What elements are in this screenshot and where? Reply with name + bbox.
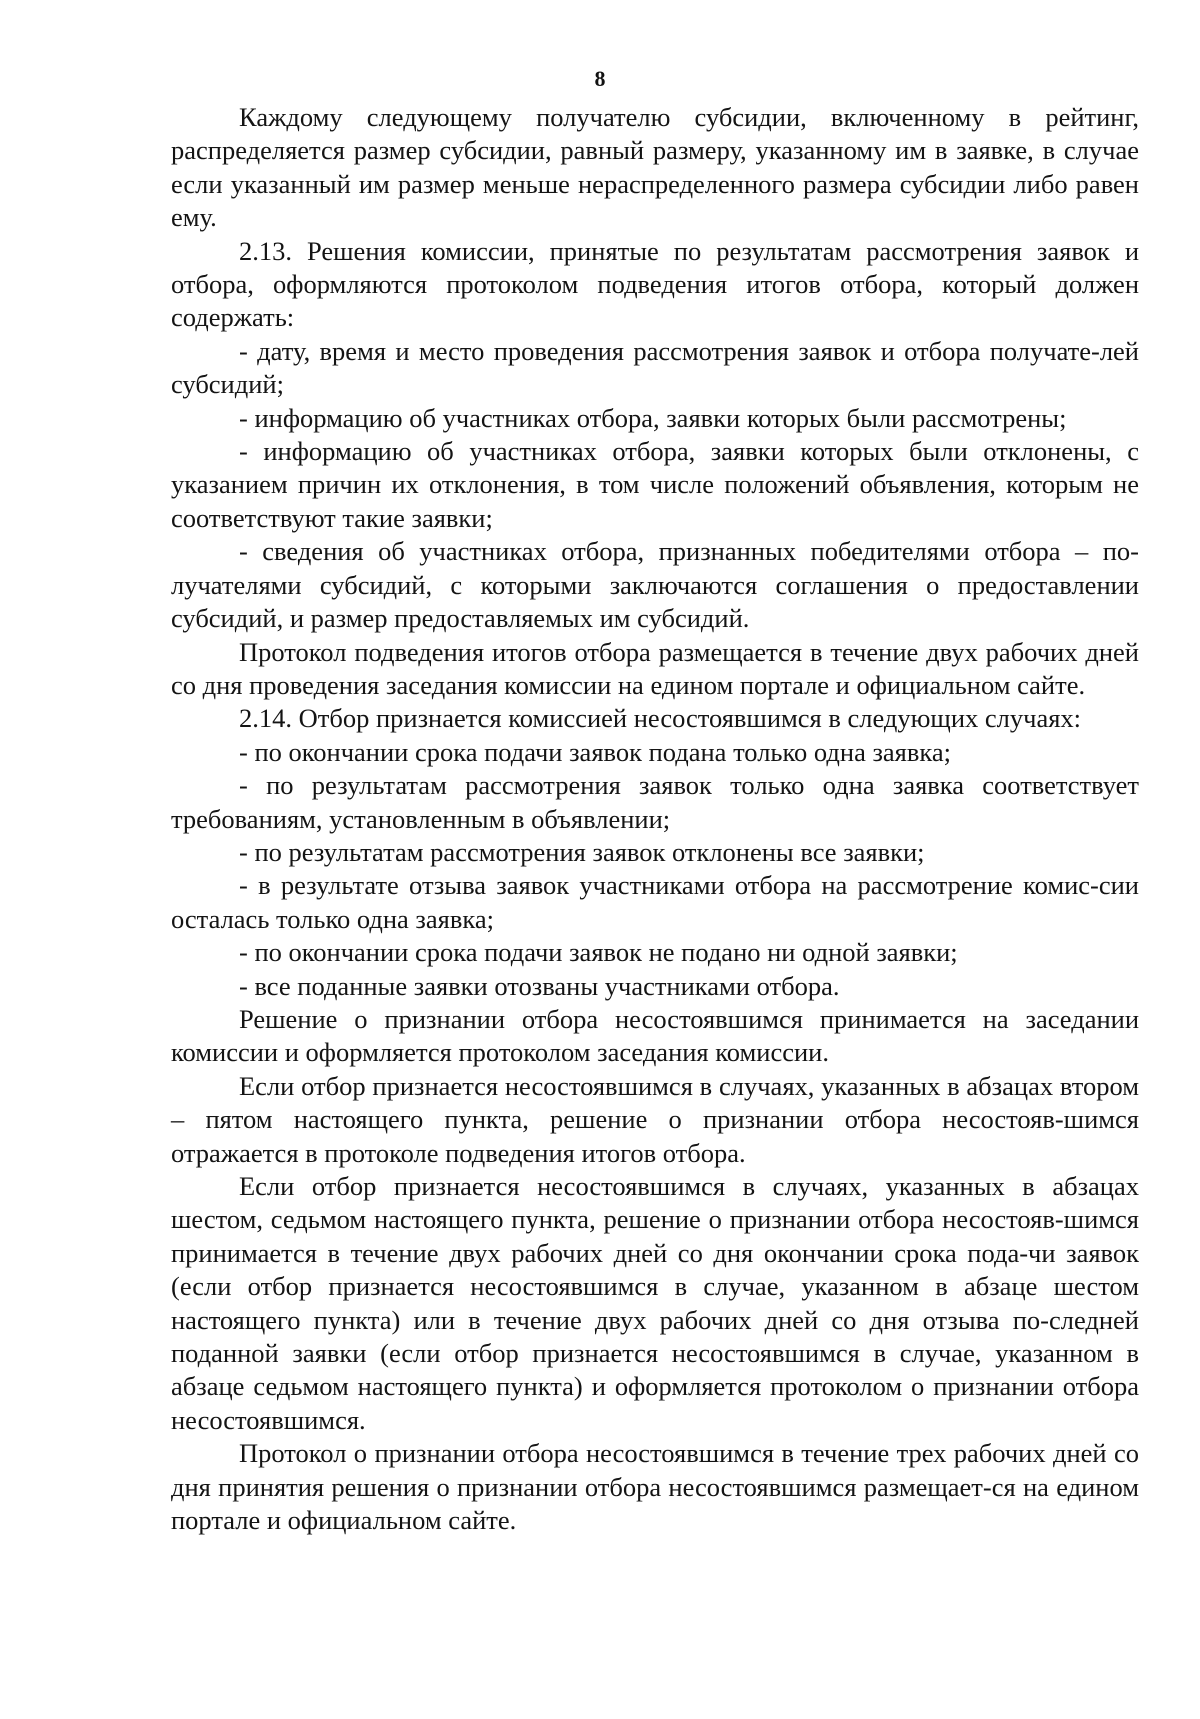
list-item-none-submitted: - по окончании срока подачи заявок не подано ни одной заявки; — [239, 937, 958, 968]
list-item-one-compliant: - по результатам рассмотрения заявок только одна заявка соответствует требованиям, установленным в объявлении; — [171, 770, 1139, 834]
page-number: 8 — [594, 66, 606, 91]
list-item-winners: - сведения об участниках отбора, признанных победителями отбора – по-лучателями субсидий, с которыми заключаются соглашения о предоставлении субсидий, и размер предоставляемых им субсидий. — [171, 536, 1139, 634]
paragraph-subsidy-distribution: Каждому следующему получателю субсидии, включенному в рейтинг, распределяется размер субсидии, равный размеру, указанному им в заявке, в случае если указанный им размер меньше нераспределенного размера субсидии либо равен ему. — [171, 102, 1139, 233]
paragraph-2-13: 2.13. Решения комиссии, принятые по результатам рассмотрения заявок и отбора, оформляются протоколом подведения итогов отбора, который должен содержать: — [171, 235, 1139, 333]
list-item-date-time-place: - дату, время и место проведения рассмотрения заявок и отбора получате-лей субсидий; — [171, 335, 1139, 400]
list-item-all-rejected: - по результатам рассмотрения заявок отклонены все заявки; — [239, 836, 925, 867]
document-body — [171, 101, 1139, 1537]
list-item-one-application: - по окончании срока подачи заявок подана только одна заявка; — [239, 736, 951, 767]
list-item-rejected-participants: - информацию об участниках отбора, заявки которых были отклонены, с указанием причин их отклонения, в том числе положений объявления, которым не соответствуют такие заявки; — [171, 436, 1139, 533]
paragraph-failed-protocol-placement: Протокол о признании отбора несостоявшимся в течение трех рабочих дней со дня принятия решения о признании отбора несостоявшимся размещает-ся на едином портале и официальном сайте. — [171, 1438, 1139, 1536]
list-item-one-remaining: - в результате отзыва заявок участниками отбора на рассмотрение комис-сии осталась только одна заявка; — [171, 870, 1139, 934]
paragraph-cases-six-seven: Если отбор признается несостоявшимся в случаях, указанных в абзацах шестом, седьмом настоящего пункта, решение о признании отбора несостояв-шимся принимается в течение двух рабочих дней со дня окончании срока пода-чи заявок (если отбор признается несостоявшимся в случае, указанном в абзаце шестом настоящего пункта) или в течение двух рабочих дней со дня отзыва по-следней поданной заявки (если отбор признается несостоявшимся в случае, указанном в абзаце седьмом настоящего пункта) и оформляется протоколом о признании отбора несостоявшимся. — [171, 1171, 1139, 1435]
paragraph-cases-two-five: Если отбор признается несостоявшимся в случаях, указанных в абзацах втором – пятом настоящего пункта, решение о признании отбора несостояв-шимся отражается в протоколе подведения итогов отбора. — [171, 1070, 1139, 1168]
paragraph-protocol-placement: Протокол подведения итогов отбора размещается в течение двух рабочих дней со дня проведения заседания комиссии на едином портале и официальном сайте. — [171, 636, 1139, 700]
paragraph-2-14: 2.14. Отбор признается комиссией несостоявшимся в следующих случаях: — [239, 703, 1082, 734]
paragraph-decision-meeting: Решение о признании отбора несостоявшимся принимается на заседании комиссии и оформляется протоколом заседания комиссии. — [171, 1003, 1139, 1068]
list-item-all-withdrawn: - все поданные заявки отозваны участниками отбора. — [239, 970, 840, 1001]
list-item-reviewed-participants: - информацию об участниках отбора, заявки которых были рассмотрены; — [239, 402, 1067, 433]
